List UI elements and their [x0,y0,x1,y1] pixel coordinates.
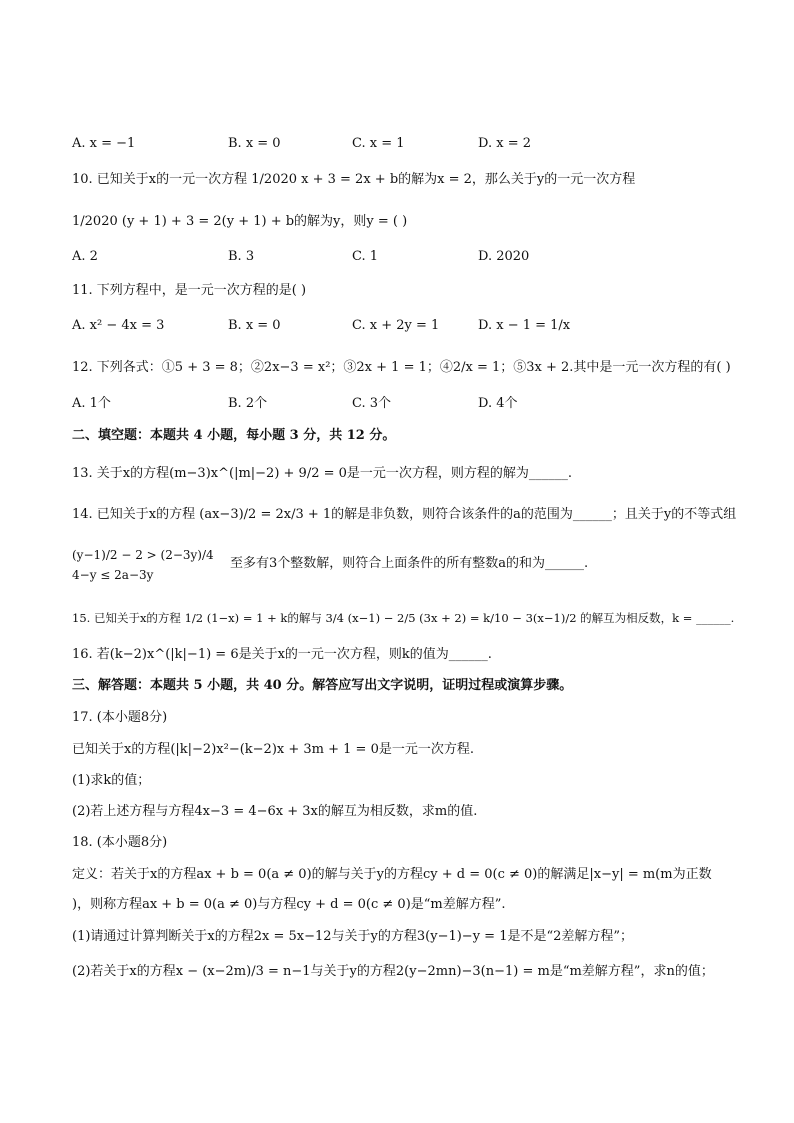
q10-option-a: A. 2 [72,249,98,264]
q11-option-c: C. x + 2y = 1 [352,318,440,333]
q11-option-d: D. x − 1 = 1/x [478,318,571,333]
q10-option-b: B. 3 [228,249,255,264]
q10-options [72,248,732,266]
q14-line1: 14. 已知关于x的方程 (ax−3)/2 = 2x/3 + 1的解是非负数，则符合该条件的a的范围为______；且关于y的不等式组 [72,507,737,522]
q12-stem: 12. 下列各式：①5 + 3 = 8；②2x−3 = x²；③2x + 1 = 1；④2/x = 1；⑤3x + 2.其中是一元一次方程的有( ) [72,360,731,375]
q11-option-a: A. x² − 4x = 3 [72,318,165,333]
q17-title: 17. (本小题8分) [72,710,168,725]
q17-part1: (1)求k的值； [72,773,151,788]
q18-part1: (1)请通过计算判断关于x的方程2x = 5x−12与关于y的方程3(y−1)−y = 1是不是“2差解方程”； [72,929,634,944]
section2-heading: 二、填空题：本题共 4 小题，每小题 3 分，共 12 分。 [72,428,396,443]
q10-stem-line1: 10. 已知关于x的一元一次方程 1/2020 x + 3 = 2x + b的解为x = 2，那么关于y的一元一次方程 [72,172,636,187]
q18-title: 18. (本小题8分) [72,835,168,850]
q14-line2: 至多有3个整数解，则符合上面条件的所有整数a的和为______. [230,556,589,571]
q11-options [72,317,732,335]
q18-part2: (2)若关于x的方程x − (x−2m)/3 = n−1与关于y的方程2(y−2mn)−3(n−1) = m是“m差解方程”，求n的值； [72,964,714,979]
q16-text: 16. 若(k−2)x^(|k|−1) = 6是关于x的一元一次方程，则k的值为______. [72,647,492,662]
q12-option-d: D. 4个 [478,396,518,411]
q9-options [72,135,732,153]
q9-option-c: C. x = 1 [352,136,405,151]
section3-heading: 三、解答题：本题共 5 小题，共 40 分。解答应写出文字说明，证明过程或演算步骤。 [72,678,573,693]
q18-definition-line2: )，则称方程ax + b = 0(a ≠ 0)与方程cy + d = 0(c ≠ 0)是“m差解方程”. [72,897,506,912]
q17-stem: 已知关于x的方程(|k|−2)x²−(k−2)x + 3m + 1 = 0是一元一次方程. [72,742,474,757]
q11-stem: 11. 下列方程中，是一元一次方程的是( ) [72,283,307,298]
q13-text: 13. 关于x的方程(m−3)x^(|m|−2) + 9/2 = 0是一元一次方程，则方程的解为______. [72,466,573,481]
q17-part2: (2)若上述方程与方程4x−3 = 4−6x + 3x的解互为相反数，求m的值. [72,804,478,819]
q10-option-c: C. 1 [352,249,379,264]
q11-option-b: B. x = 0 [228,318,281,333]
q12-options [72,395,732,413]
q9-option-a: A. x = −1 [72,136,136,151]
q12-option-a: A. 1个 [72,396,111,411]
q14-system-line1: (y−1)/2 − 2 > (2−3y)/4 [72,548,214,562]
q18-definition-line1: 定义：若关于x的方程ax + b = 0(a ≠ 0)的解与关于y的方程cy + d = 0(c ≠ 0)的解满足|x−y| = m(m为正数 [72,867,712,882]
q10-stem-line2: 1/2020 (y + 1) + 3 = 2(y + 1) + b的解为y，则y = ( ) [72,214,408,229]
q9-option-d: D. x = 2 [478,136,531,151]
q15-text: 15. 已知关于x的方程 1/2 (1−x) = 1 + k的解与 3/4 (x−1) − 2/5 (3x + 2) = k/10 − 3(x−1)/2 的解互为相反数，k = ______. [72,611,735,625]
q10-option-d: D. 2020 [478,249,530,264]
q12-option-b: B. 2个 [228,396,268,411]
q9-option-b: B. x = 0 [228,136,281,151]
q14-system-line2: 4−y ≤ 2a−3y [72,568,154,582]
q12-option-c: C. 3个 [352,396,392,411]
